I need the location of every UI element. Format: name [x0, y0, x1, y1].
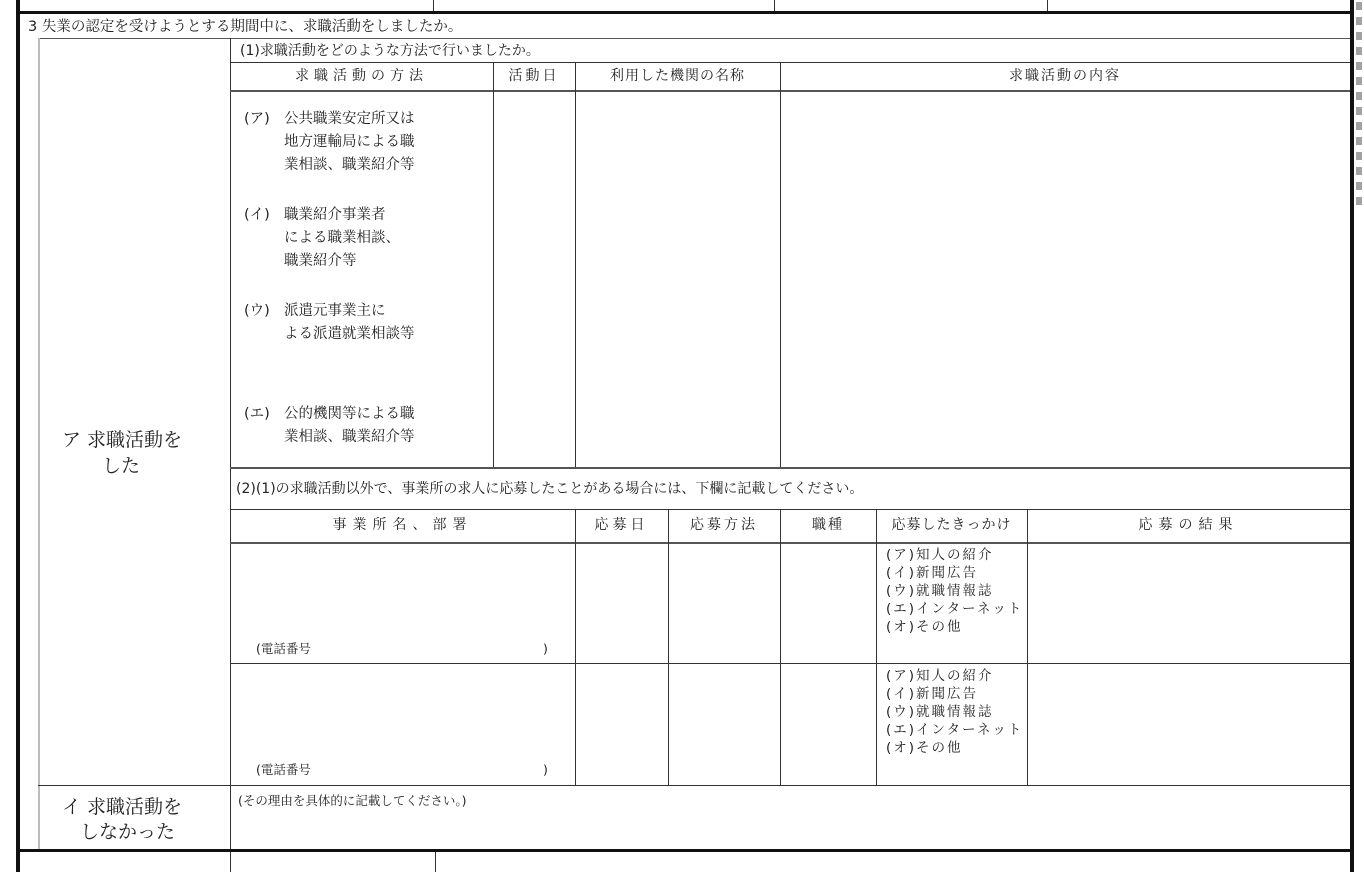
result-field[interactable] — [1028, 666, 1348, 782]
phone-field[interactable] — [330, 637, 535, 659]
trigger-option[interactable]: (ア)知人の紹介 — [886, 668, 994, 684]
method-line: 派遣元事業主に — [284, 303, 386, 319]
method-mark: (ア) — [244, 111, 270, 127]
option-b-label[interactable] — [62, 795, 182, 819]
reason-field[interactable] — [232, 810, 1348, 848]
trigger-options — [886, 546, 1036, 636]
table-row — [230, 543, 1350, 663]
col-header-method: 求職活動の方法 — [295, 68, 428, 84]
trigger-option[interactable]: (ア)知人の紹介 — [886, 547, 994, 563]
phone-label: (電話番号 — [256, 641, 311, 656]
trigger-options — [886, 667, 1036, 757]
trigger-option[interactable]: (イ)新聞広告 — [886, 565, 979, 581]
col-header-trigger: 応募したきっかけ — [891, 517, 1012, 533]
section3-title: 3 失業の認定を受けようとする期間中に、求職活動をしましたか。 — [28, 19, 463, 35]
method-item-e — [244, 403, 489, 449]
institution-name-field[interactable] — [576, 92, 780, 467]
col-header-activity-date: 活動日 — [508, 68, 560, 84]
side-note-strip — [1355, 0, 1364, 380]
activity-date-field[interactable] — [494, 92, 575, 467]
part2-title: (2)(1)の求職活動以外で、事業所の求人に応募したことがある場合には、下欄に記載してください。 — [236, 481, 864, 497]
phone-close: ) — [543, 641, 548, 656]
col-header-apply-date: 応募日 — [594, 517, 649, 533]
method-mark: (イ) — [244, 207, 270, 223]
trigger-option[interactable]: (ウ)就職情報誌 — [886, 704, 994, 720]
method-line: よる派遣就業相談等 — [284, 326, 415, 342]
trigger-option[interactable]: (オ)その他 — [886, 619, 963, 635]
option-a-label-line1: ア 求職活動を — [62, 429, 183, 451]
method-line: 業相談、職業紹介等 — [284, 157, 415, 173]
outer-right-border — [1350, 0, 1354, 872]
result-field[interactable] — [1028, 545, 1348, 661]
section3-bottom-border — [16, 849, 1354, 852]
method-mark: (ウ) — [244, 303, 270, 319]
trigger-option[interactable]: (オ)その他 — [886, 740, 963, 756]
job-type-field[interactable] — [781, 545, 876, 661]
method-line: 業相談、職業紹介等 — [284, 429, 415, 445]
part2-title-bottom — [230, 509, 1350, 510]
col-header-job-type: 職種 — [812, 517, 844, 533]
option-a-label-line2: した — [102, 455, 141, 477]
activity-content-field[interactable] — [781, 92, 1350, 467]
apply-date-field[interactable] — [576, 666, 668, 782]
col-header-apply-method: 応募方法 — [690, 517, 758, 533]
col-header-company: 事業所名、部署 — [332, 517, 473, 533]
phone-label: (電話番号 — [256, 762, 311, 777]
top-row-bottom-border — [16, 11, 1354, 14]
part1-title: (1)求職活動をどのような方法で行いましたか。 — [240, 43, 540, 59]
company-field[interactable] — [232, 545, 572, 633]
next-row-divider — [435, 852, 436, 872]
option-a-label[interactable] — [62, 428, 182, 452]
outer-left-border — [16, 0, 20, 872]
company-field[interactable] — [232, 666, 572, 754]
col-header-content: 求職活動の内容 — [1009, 68, 1121, 84]
part1-title-bottom — [230, 62, 1350, 63]
apply-method-field[interactable] — [669, 666, 780, 782]
method-mark: (エ) — [244, 406, 270, 422]
phone-field[interactable] — [330, 758, 535, 780]
trigger-option[interactable]: (エ)インターネット — [886, 722, 1024, 738]
trigger-option[interactable]: (ウ)就職情報誌 — [886, 583, 994, 599]
category-column-left-edge — [38, 38, 40, 850]
job-type-field[interactable] — [781, 666, 876, 782]
method-item-a — [244, 108, 489, 177]
method-item-i — [244, 204, 489, 273]
method-line: による職業相談、 — [284, 230, 400, 246]
col-header-institution: 利用した機関の名称 — [610, 68, 745, 84]
col-header-result: 応募の結果 — [1138, 517, 1239, 533]
method-line: 公的機関等による職 — [284, 406, 415, 422]
apply-method-field[interactable] — [669, 545, 780, 661]
option-a-bottom — [38, 785, 1350, 786]
part1-bottom — [230, 467, 1350, 469]
method-line: 公共職業安定所又は — [284, 111, 415, 127]
method-line: 地方運輸局による職 — [284, 134, 415, 150]
phone-close: ) — [543, 762, 548, 777]
table-row — [230, 664, 1350, 784]
option-b-note: (その理由を具体的に記載してください。) — [238, 793, 467, 808]
trigger-option[interactable]: (エ)インターネット — [886, 601, 1024, 617]
option-b-label-line1: イ 求職活動を — [62, 796, 183, 818]
apply-date-field[interactable] — [576, 545, 668, 661]
method-line: 職業紹介事業者 — [284, 207, 386, 223]
method-item-u — [244, 300, 489, 346]
option-b-label-line2: しなかった — [80, 821, 176, 843]
next-row-divider — [230, 852, 231, 872]
trigger-option[interactable]: (イ)新聞広告 — [886, 686, 979, 702]
method-line: 職業紹介等 — [284, 253, 357, 269]
section3-title-bottom — [38, 38, 1350, 39]
